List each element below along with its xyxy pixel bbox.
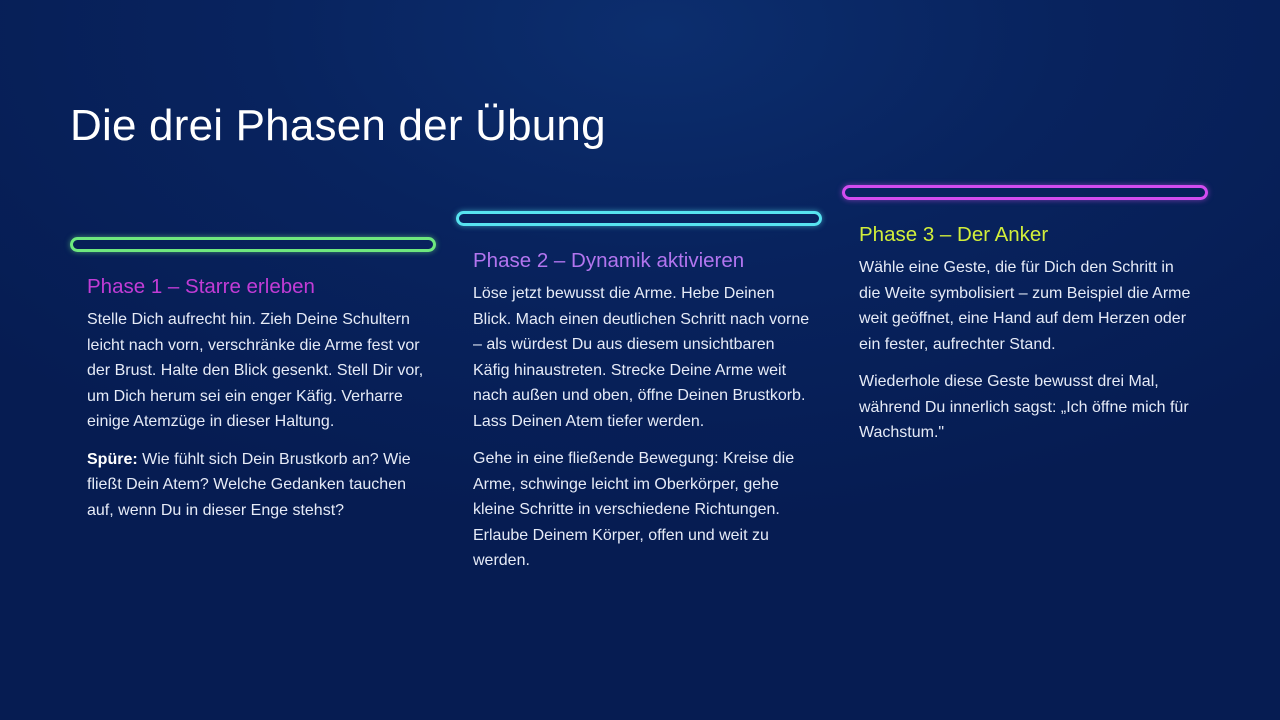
phase-2-paragraph-1: Löse jetzt bewusst die Arme. Hebe Deinen Blick. Mach einen deutlichen Schritt nach vorne – als würdest Du aus diesem unsichtbaren Käfig hinaustreten. Strecke Deine Arme weit nach außen und oben, öffne Deinen Brustkorb. Lass Deinen Atem tiefer werden. — [473, 285, 810, 430]
phase-2-content — [473, 247, 813, 574]
phase-3-title: Phase 3 – Der Anker — [859, 223, 1049, 246]
slide-title: Die drei Phasen der Übung — [70, 101, 606, 150]
phase-2-accent-bar — [456, 211, 822, 226]
phase-2-title: Phase 2 – Dynamik aktivieren — [473, 249, 745, 272]
phase-1-accent-bar — [70, 237, 436, 252]
phase-1-paragraph-2 — [87, 447, 427, 524]
phase-1-title: Phase 1 – Starre erleben — [87, 275, 315, 298]
phase-3-paragraph-1: Wähle eine Geste, die für Dich den Schritt in die Weite symbolisiert – zum Beispiel die Arme weit geöffnet, eine Hand auf dem Herzen oder ein fester, aufrechter Stand. — [859, 259, 1191, 353]
phase-3-paragraph-2: Wiederhole diese Geste bewusst drei Mal, während Du innerlich sagst: „Ich öffne mich für Wachstum." — [859, 373, 1189, 441]
phase-1-content — [87, 273, 427, 523]
phase-3-content — [859, 221, 1199, 446]
phase-1-paragraph-1: Stelle Dich aufrecht hin. Zieh Deine Schultern leicht nach vorn, verschränke die Arme fest vor der Brust. Halte den Blick gesenkt. Stell Dir vor, um Dich herum sei ein enger Käfig. Verharre einige Atemzüge in dieser Haltung. — [87, 311, 424, 430]
phase-1-emphasis-text: Wie fühlt sich Dein Brustkorb an? Wie fließt Dein Atem? Welche Gedanken tauchen auf, wenn Du in dieser Enge stehst? — [87, 450, 411, 519]
phase-3-accent-bar — [842, 185, 1208, 200]
phase-1-emphasis-label: Spüre: — [87, 450, 138, 468]
phase-2-paragraph-2: Gehe in eine fließende Bewegung: Kreise die Arme, schwinge leicht im Oberkörper, gehe kleine Schritte in verschiedene Richtungen. Erlaube Deinem Körper, offen und weit zu werden. — [473, 450, 795, 569]
